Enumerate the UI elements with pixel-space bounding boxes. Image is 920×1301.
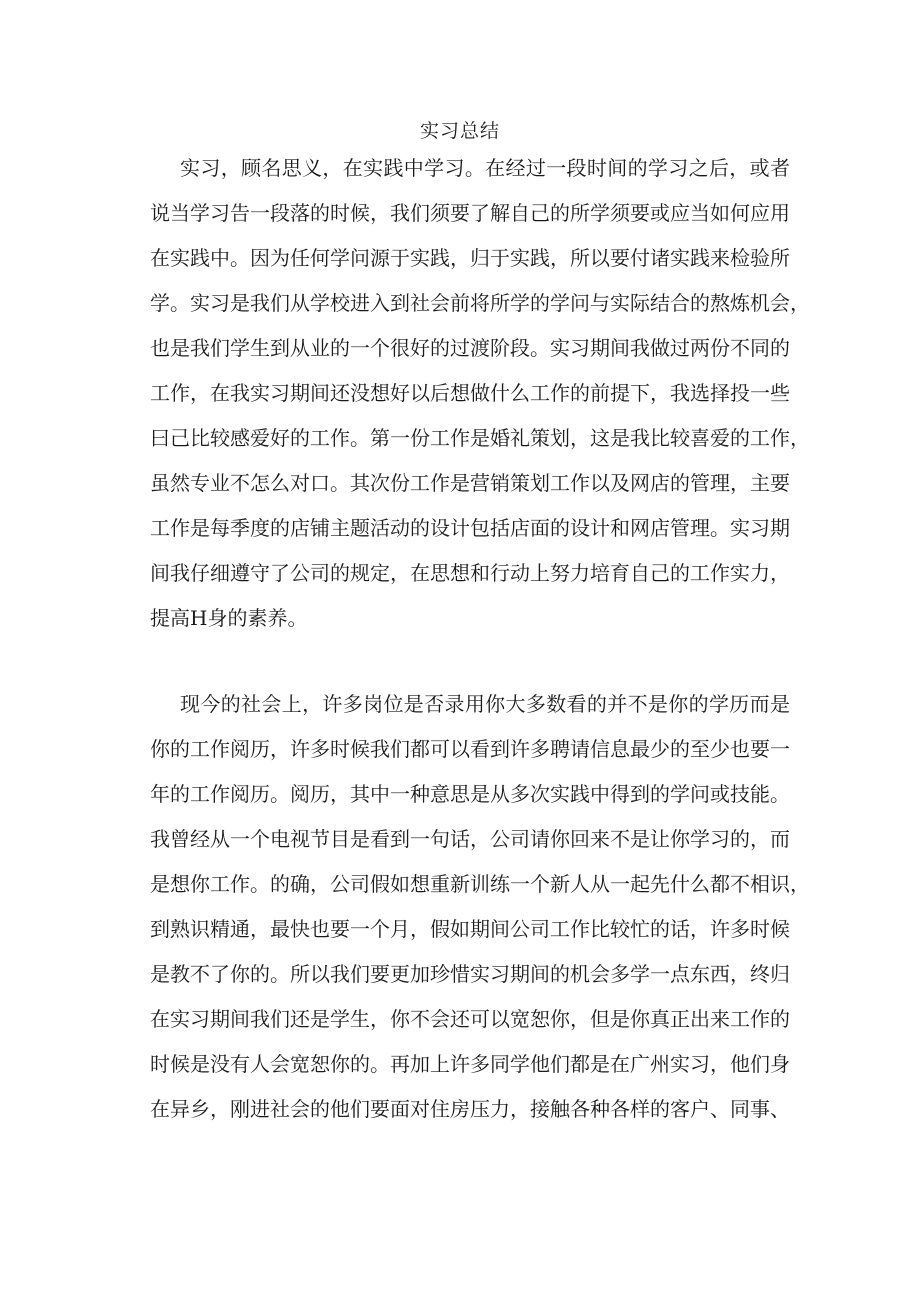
text-line: 也是我们学生到从业的一个很好的过渡阶段。实习期间我做过两份不同的	[150, 336, 790, 360]
text-line: 工作是每季度的店铺主题活动的设计包括店面的设计和网店管理。实习期	[150, 516, 790, 540]
text-line: 现今的社会上，许多岗位是否录用你大多数看的并不是你的学历而是	[180, 692, 790, 716]
text-line: 间我仔细遵守了公司的规定，在思想和行动上努力培育自己的工作实力，	[150, 561, 790, 585]
text-line: 实习，顾名思义，在实践中学习。在经过一段时间的学习之后，或者	[180, 156, 790, 180]
text-line: 虽然专业不怎么对口。其次份工作是营销策划工作以及网店的管理，主要	[150, 471, 790, 495]
page-title: 实习总结	[419, 120, 500, 142]
text-line: 到熟识精通，最快也要一个月，假如期间公司工作比较忙的话，许多时候	[150, 917, 790, 941]
text-line: 是教不了你的。所以我们要更加珍惜实习期间的机会多学一点东西，终归	[150, 962, 790, 986]
text-line: 说当学习告一段落的时候，我们须要了解自己的所学须要或应当如何应用	[150, 201, 790, 225]
text-line: 曰己比较感爱好的工作。第一份工作是婚礼策划，这是我比较喜爱的工作，	[150, 426, 810, 450]
text-line: 在实习期间我们还是学生，你不会还可以宽恕你，但是你真正出来工作的	[150, 1007, 790, 1031]
text-line: 年的工作阅历。阅历，其中一种意思是从多次实践中得到的学问或技能。	[150, 782, 790, 806]
text-line: 我曾经从一个电视节目是看到一句话，公司请你回来不是让你学习的，而	[150, 827, 790, 851]
paragraph-1	[150, 146, 810, 641]
text-line: 你的工作阅历，许多时候我们都可以看到许多聘请信息最少的至少也要一	[150, 737, 790, 761]
text-line: 时候是没有人会宽恕你的。再加上许多同学他们都是在广州实习，他们身	[150, 1052, 790, 1076]
text-line: 是想你工作。的确，公司假如想重新训练一个新人从一起先什么都不相识，	[150, 872, 810, 896]
text-line: 在异乡，刚进社会的他们要面对住房压力，接触各种各样的客户、同事、	[150, 1097, 790, 1121]
text-line: 提高H身的素养。	[150, 606, 308, 630]
text-line: 在实践中。因为任何学问源于实践，归于实践，所以要付诸实践来检验所	[150, 246, 790, 270]
paragraph-2	[150, 682, 810, 1132]
text-line: 工作，在我实习期间还没想好以后想做什么工作的前提下，我选择投一些	[150, 381, 790, 405]
text-line: 学。实习是我们从学校进入到社会前将所学的学问与实际结合的熬炼机会，	[150, 291, 810, 315]
